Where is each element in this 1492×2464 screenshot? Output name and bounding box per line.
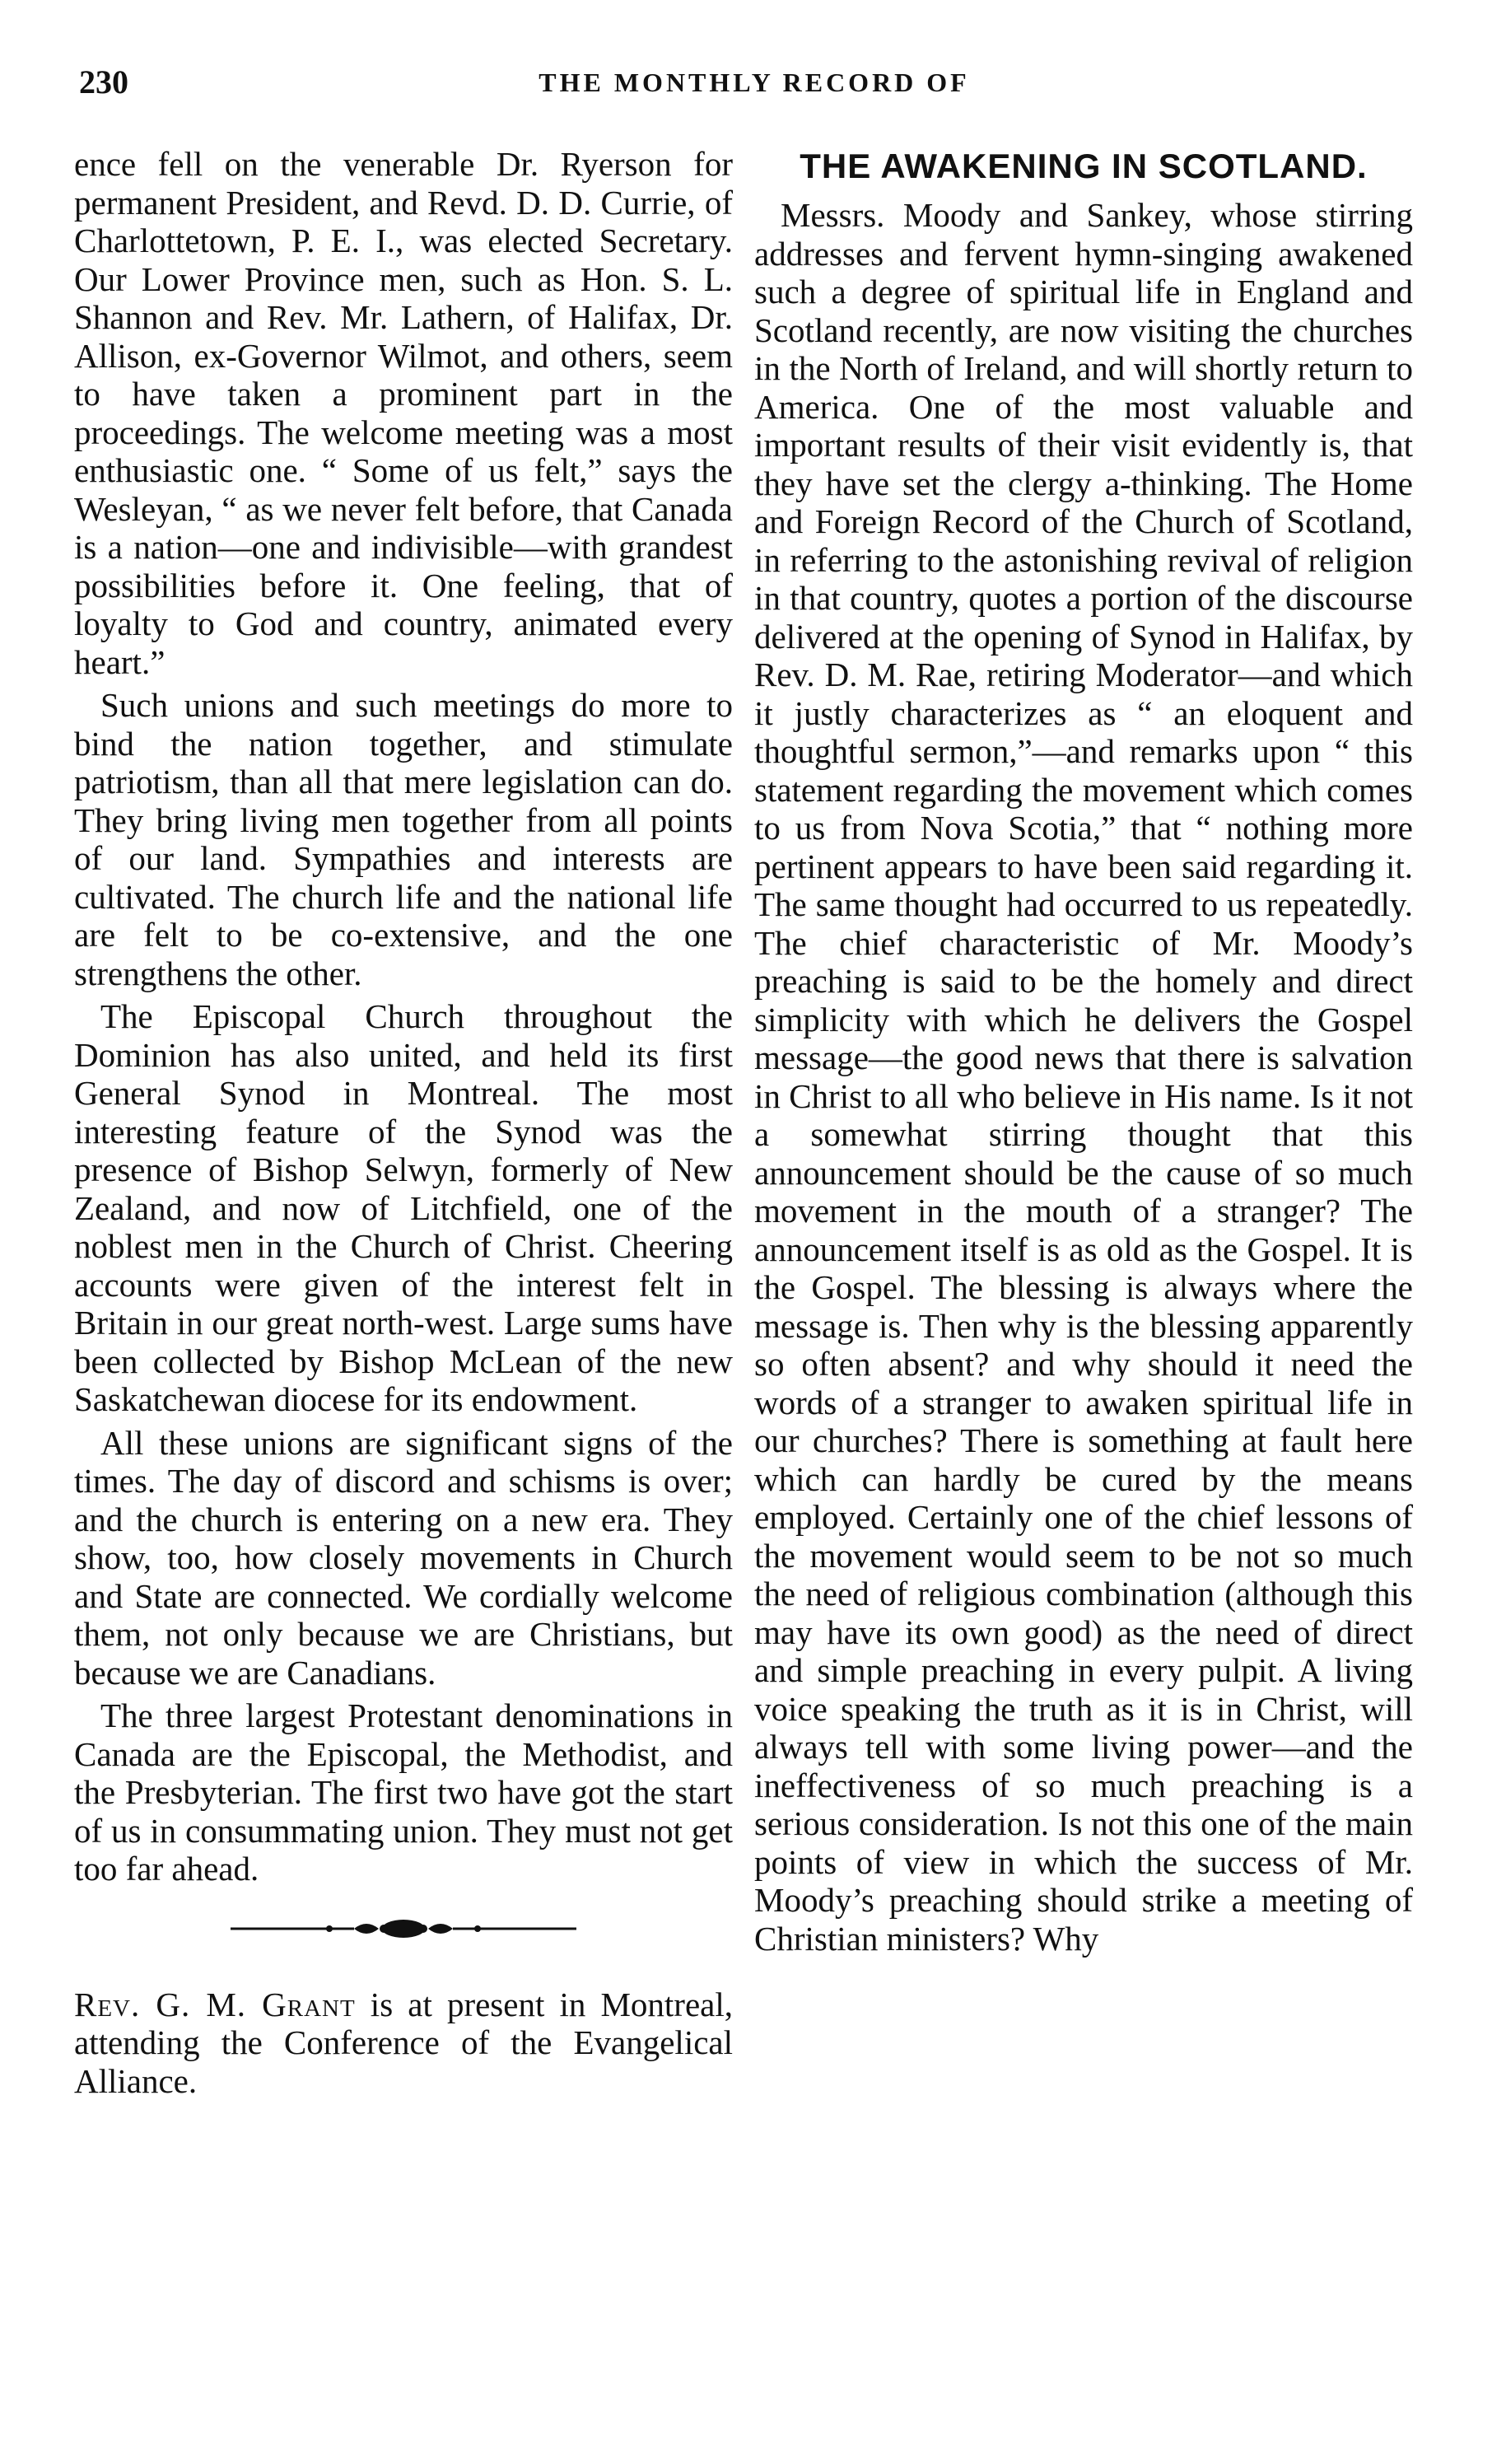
paragraph-protestant-denominations: The three largest Protestant denominations in Canada are the Episcopal, the Methodist, and the Presbyterian. The first two have got the start of us in consummating union. They must not get too far ahead. [74, 1696, 733, 1888]
notice-text: is at present in Montreal, attending the Conference of the Evangelical Alliance. [74, 1985, 733, 2100]
left-column [74, 145, 733, 2105]
paragraph-awakening: Messrs. Moody and Sankey, whose stirring addresses and fervent hymn-singing awakened such a degree of spiritual life in England and Scotland recently, are now visiting the churches in the North of Ireland, and will shortly return to America. One of the most valuable and important results of their visit evidently is, that they have set the clergy a-thinking. The Home and Foreign Record of the Church of Scotland, in referring to the astonishing revival of religion in that country, quotes a portion of the discourse delivered at the opening of Synod in Halifax, by Rev. D. M. Rae, retiring Moderator—and which it justly characterizes as “ an eloquent and thoughtful sermon,”—and remarks upon “ this statement regarding the movement which comes to us from Nova Scotia,” that “ nothing more pertinent appears to have been said regarding it. The same thought had occurred to us repeatedly. The chief characteristic of Mr. Moody’s preaching is said to be the homely and direct simplicity with which he delivers the Gospel message—the good news that there is salvation in Christ to all who believe in His name. Is it not a somewhat stirring thought that this announcement should be the cause of so much movement in the mouth of a stranger? The announcement itself is as old as the Gospel. It is the Gospel. The blessing is always where the message is. Then why is the blessing apparently so often absent? and why should it need the words of a stranger to awaken spiritual life in our churches? There is something at fault here which can hardly be cured by the means employed. Certainly one of the chief lessons of the movement would seem to be not so much the need of religious combination (although this may have its own good) as the need of direct and simple preaching in every pulpit. A living voice speaking the truth as it is in Christ, will always tell with some living power—and the ineffectiveness of so much preaching is a serious consideration. Is not this one of the main points of view in which the success of Mr. Moody’s preaching should strike a meeting of Christian ministers? Why [754, 196, 1413, 1958]
flourish-rule-icon [231, 1916, 576, 1941]
ornamental-divider [74, 1916, 733, 1941]
running-head [79, 59, 1429, 105]
paragraph-unions-and-meetings: Such unions and such meetings do more to bind the nation together, and stimulate patriotism, than all that mere legislation can do. They bring living men together from all points of our land. Sympathies and interests are cultivated. The church life and the national life are felt to be co-extensive, and the one strengthens the other. [74, 686, 733, 992]
paragraph-signs-of-times: All these unions are significant signs of the times. The day of discord and schisms is over; and the church is entering on a new era. They show, too, how closely movements in Church and State are connected. We cordially welcome them, not only because we are Christians, but because we are Canadians. [74, 1423, 733, 1692]
page-number: 230 [79, 63, 128, 100]
paragraph-episcopal-synod: The Episcopal Church throughout the Dominion has also united, and held its first General Synod in Montreal. The most interesting feature of the Synod was the presence of Bishop Selwyn, formerly of New Zealand, and now of Litchfield, one of the noblest men in the Church of Christ. Cheering accounts were given of the interest felt in Britain in our great north-west. Large sums have been collected by Bishop McLean of the new Saskatchewan diocese for its endowment. [74, 997, 733, 1418]
article-heading: THE AWAKENING IN SCOTLAND. [800, 147, 1368, 185]
notice-name: Rev. G. M. Grant [74, 1985, 356, 2023]
notice-paragraph [74, 1986, 733, 2101]
paragraph-union-conference: ence fell on the venerable Dr. Ryerson for permanent President, and Revd. D. D. Currie, of Charlottetown, P. E. I., was elected Secretary. Our Lower Province men, such as Hon. S. L. Shannon and Rev. Mr. Lathern, of Halifax, Dr. Allison, ex-Governor Wilmot, and others, seem to have taken a prominent part in the proceedings. The welcome meeting was a most enthusiastic one. “ Some of us felt,” says the Wesleyan, “ as we never felt before, that Canada is a nation—one and indivisible—with grandest possibilities before it. One feeling, that of loyalty to God and country, animated every heart.” [74, 145, 733, 681]
journal-title: THE MONTHLY RECORD OF [539, 68, 970, 97]
right-column [754, 145, 1413, 1962]
